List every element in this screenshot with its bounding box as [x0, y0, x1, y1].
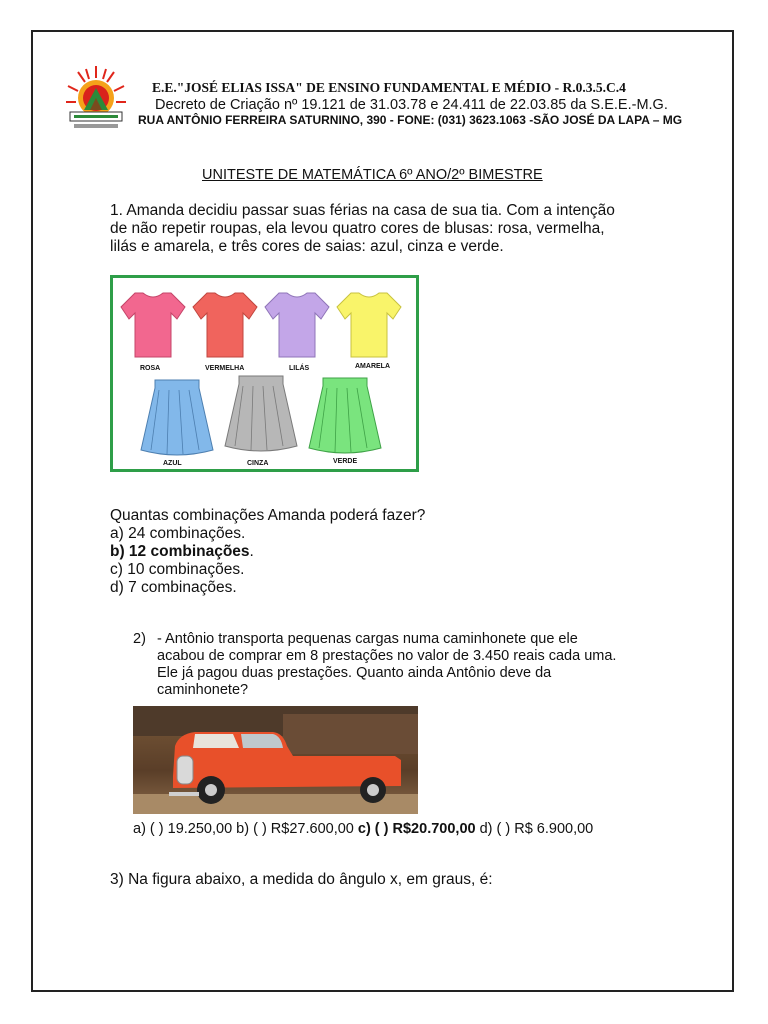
q1-option-b-tail: .	[249, 543, 254, 560]
q2-option-a-b: a) ( ) 19.250,00 b) ( ) R$27.600,00	[133, 821, 358, 837]
shirt-rosa	[121, 293, 185, 357]
test-title: UNITESTE DE MATEMÁTICA 6º ANO/2º BIMESTRE	[202, 167, 543, 183]
skirt-azul	[141, 380, 213, 455]
q2-text-line-1: - Antônio transporta pequenas cargas numa caminhonete que ele	[157, 631, 578, 647]
q3-text: 3) Na figura abaixo, a medida do ângulo x, em graus, é:	[110, 871, 493, 888]
clothes-figure	[110, 275, 419, 472]
q2-option-d: d) ( ) R$ 6.900,00	[475, 821, 594, 837]
school-logo	[64, 64, 128, 136]
q2-option-c: c) ( ) R$20.700,00	[357, 821, 476, 837]
shirt-label-vermelha: VERMELHA	[205, 365, 245, 372]
shirt-label-lilas: LILÁS	[289, 365, 310, 372]
skirt-verde	[309, 378, 381, 453]
q1-option-c: c) 10 combinações.	[110, 561, 245, 578]
shirt-lilas	[265, 293, 329, 357]
q1-text-line-3: lilás e amarela, e três cores de saias: azul, cinza e verde.	[110, 238, 504, 255]
shirt-label-amarela: AMARELA	[355, 363, 390, 370]
q2-text-line-3: Ele já pagou duas prestações. Quanto ainda Antônio deve da	[157, 665, 552, 681]
school-name: E.E."JOSÉ ELIAS ISSA" DE ENSINO FUNDAMENTAL E MÉDIO - R.0.3.5.C.4	[152, 80, 626, 95]
shirt-label-rosa: ROSA	[140, 365, 161, 372]
shirt-vermelha	[193, 293, 257, 357]
truck-photo	[133, 706, 418, 814]
q1-option-b	[110, 543, 254, 561]
skirt-cinza	[225, 376, 297, 451]
q1-option-d: d) 7 combinações.	[110, 579, 237, 596]
q2-text-line-4: caminhonete?	[157, 682, 249, 698]
decree-line: Decreto de Criação nº 19.121 de 31.03.78 e 24.411 de 22.03.85 da S.E.E.-M.G.	[155, 97, 668, 113]
q2-number: 2)	[133, 631, 146, 647]
shirt-amarela	[337, 293, 401, 357]
q1-text-line-1: 1. Amanda decidiu passar suas férias na casa de sua tia. Com a intenção	[110, 202, 615, 219]
skirt-label-verde: VERDE	[333, 458, 358, 465]
q1-option-b-answer: b) 12 combinações	[110, 543, 250, 560]
q2-text-line-2: acabou de comprar em 8 prestações no valor de 3.450 reais cada uma.	[157, 648, 617, 664]
q1-option-a: a) 24 combinações.	[110, 525, 246, 542]
address-line: RUA ANTÔNIO FERREIRA SATURNINO, 390 - FONE: (031) 3623.1063 -SÃO JOSÉ DA LAPA – MG	[138, 113, 683, 127]
q1-question: Quantas combinações Amanda poderá fazer?	[110, 507, 426, 524]
q2-options	[133, 821, 593, 838]
skirt-label-azul: AZUL	[163, 460, 182, 467]
skirt-label-cinza: CINZA	[247, 460, 269, 467]
q1-text-line-2: de não repetir roupas, ela levou quatro cores de blusas: rosa, vermelha,	[110, 220, 605, 237]
